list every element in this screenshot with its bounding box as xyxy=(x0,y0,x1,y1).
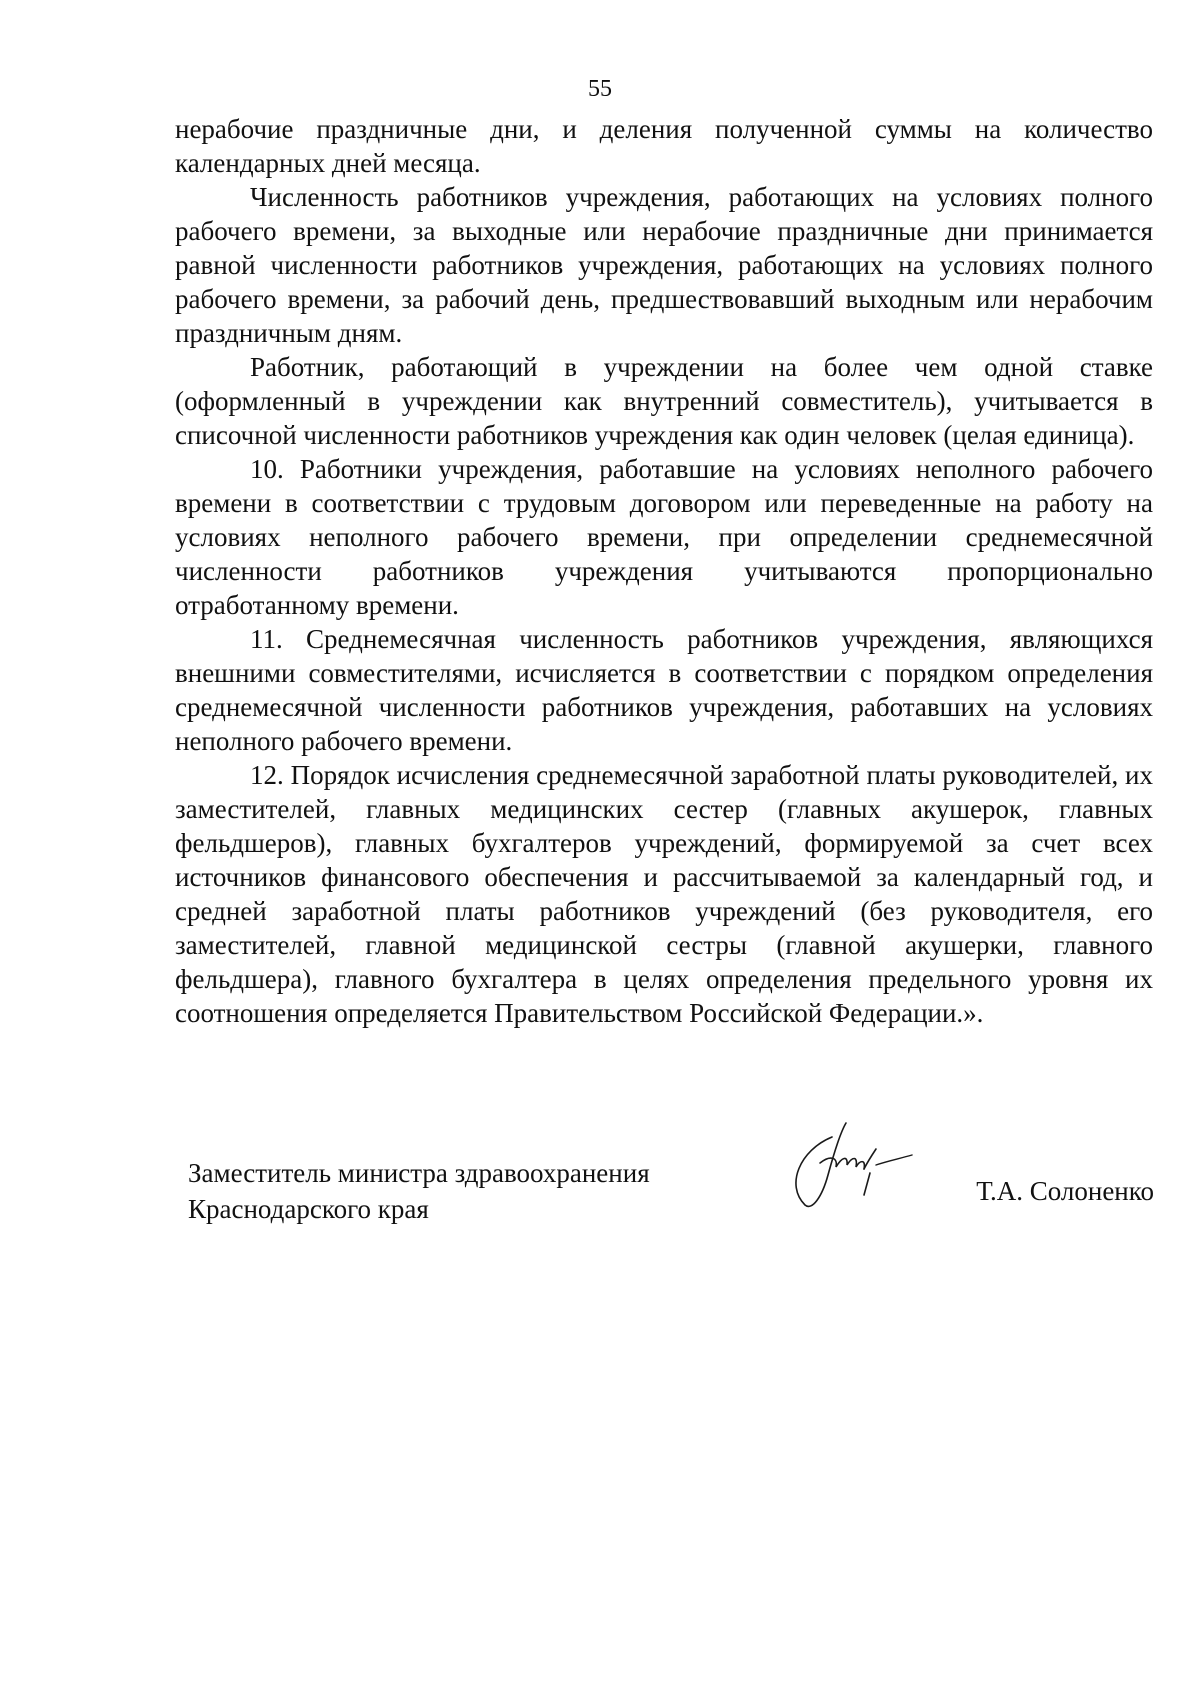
handwritten-signature xyxy=(780,1115,930,1215)
paragraph-continuation: нерабочие праздничные дни, и деления полученной суммы на количество календарных дней месяца. xyxy=(175,114,1153,178)
paragraph-item-12: 12. Порядок исчисления среднемесячной заработной платы руководителей, их заместителей, главных медицинских сестер (главных акушерок, главных фельдшеров), главных бухгалтеров учреждений, формируемой за счет всех источников финансового обеспечения и рассчитываемой за календарный год, и средней заработной платы работников учреждений (без руководителя, его заместителей, главной медицинской сестры (главной акушерки, главного фельдшера), главного бухгалтера в целях определения предельного уровня их соотношения определяется Правительством Российской Федерации.». xyxy=(175,760,1153,1028)
paragraph-headcount-weekends: Численность работников учреждения, работающих на условиях полного рабочего времени, за выходные или нерабочие праздничные дни принимается равной численности работников учреждения, работающих на условиях полного рабочего времени, за рабочий день, предшествовавший выходным или нерабочим праздничным дням. xyxy=(175,182,1153,348)
paragraph-item-11: 11. Среднемесячная численность работников учреждения, являющихся внешними совместителями, исчисляется в соответствии с порядком определения среднемесячной численности работников учреждения, работавших на условиях неполного рабочего времени. xyxy=(175,624,1153,756)
paragraph-item-10: 10. Работники учреждения, работавшие на условиях неполного рабочего времени в соответствии с трудовым договором или переведенные на работу на условиях неполного рабочего времени, при определении среднемесячной численности работников учреждения учитываются пропорционально отработанному времени. xyxy=(175,454,1153,620)
signer-position: Заместитель министра здравоохранения xyxy=(188,1158,650,1188)
signer-name: Т.А. Солоненко xyxy=(976,1176,1154,1206)
signer-title xyxy=(188,1155,650,1227)
page-number: 55 xyxy=(588,76,612,102)
signer-region: Краснодарского края xyxy=(188,1194,429,1224)
paragraph-internal-part-timer: Работник, работающий в учреждении на более чем одной ставке (оформленный в учреждении как внутренний совместитель), учитывается в списочной численности работников учреждения как один человек (целая единица). xyxy=(175,352,1153,450)
